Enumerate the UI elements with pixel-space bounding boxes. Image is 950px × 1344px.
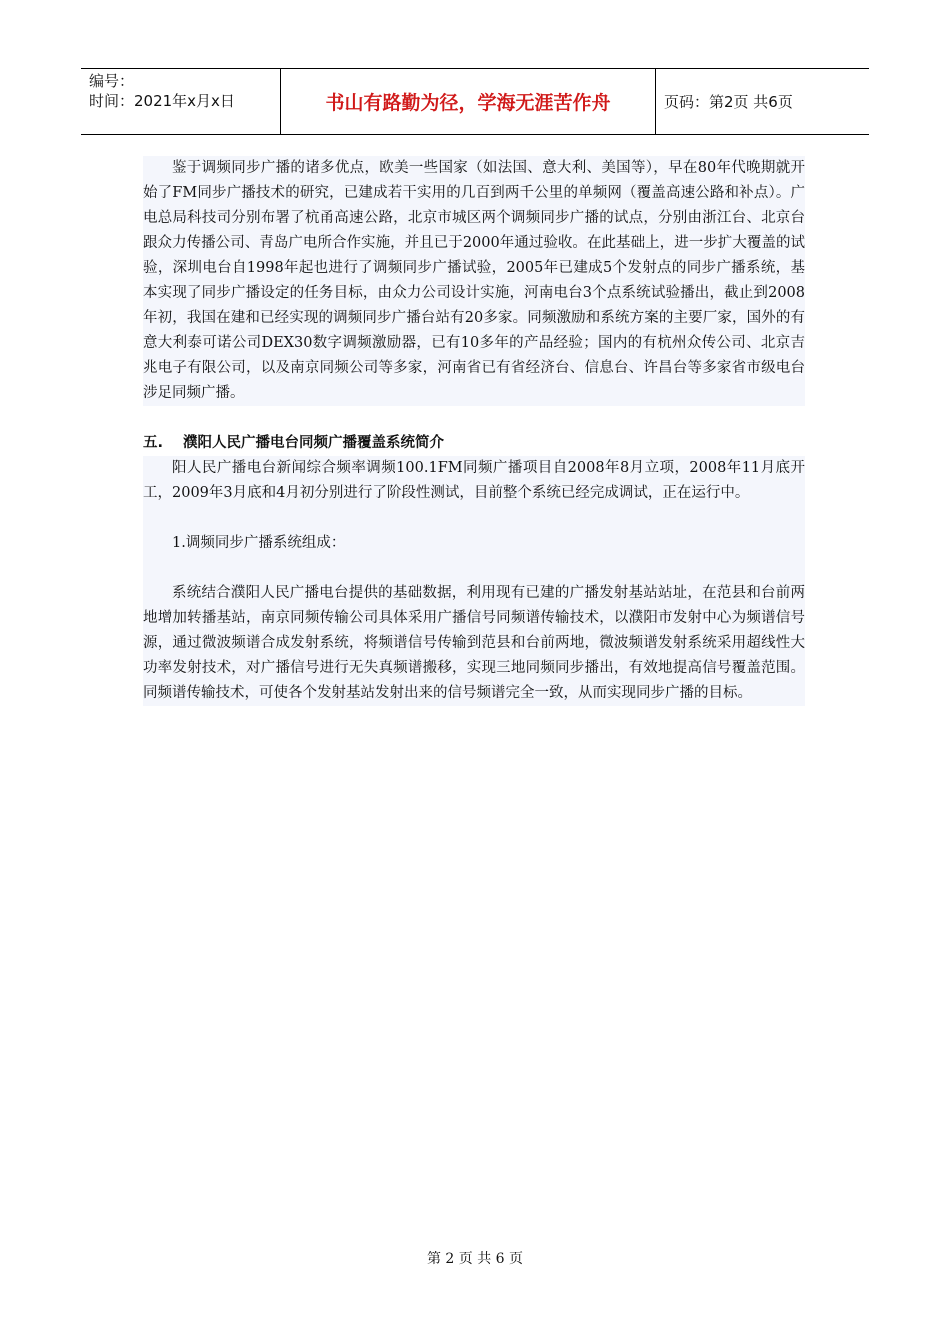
header-meta [81, 69, 281, 134]
paragraph-project: 阳人民广播电台新闻综合频率调频100.1FM同频广播项目自2008年8月立项，2008年11月底开工，2009年3月底和4月初分别进行了阶段性测试，目前整个系统已经完成调试，正在运行中。 [143, 460, 805, 501]
time-label: 时间：2021年x月x日 [89, 92, 235, 110]
subsection-heading: 1.调频同步广播系统组成： [172, 535, 346, 551]
spacer [143, 406, 805, 431]
header-motto: 书山有路勤为径，学海无涯苦作舟 [281, 69, 656, 134]
shaded-content [143, 456, 805, 706]
header-page-label: 页码：第2页 共6页 [664, 93, 793, 111]
section-heading [143, 431, 805, 456]
document-body [143, 156, 805, 706]
section-title: 濮阳人民广播电台同频广播覆盖系统简介 [183, 435, 444, 451]
spacer [143, 556, 805, 581]
page-header [81, 68, 869, 135]
code-label: 编号： [89, 72, 135, 90]
paragraph-system: 系统结合濮阳人民广播电台提供的基础数据，利用现有已建的广播发射基站站址，在范县和台前两地增加转播基站，南京同频传输公司具体采用广播信号同频谱传输技术，以濮阳市发射中心为频谱信号源，通过微波频谱合成发射系统，将频谱信号传输到范县和台前两地，微波频谱发射系统采用超线性大功率发射技术，对广播信号进行无失真频谱搬移，实现三地同频同步播出，有效地提高信号覆盖范围。同频谱传输技术，可使各个发射基站发射出来的信号频谱完全一致，从而实现同步广播的目标。 [143, 585, 805, 701]
section-number: 五. [143, 435, 164, 451]
page-footer: 第 2 页 共 6 页 [426, 1251, 524, 1267]
spacer [143, 506, 805, 531]
paragraph-intro: 鉴于调频同步广播的诸多优点，欧美一些国家（如法国、意大利、美国等），早在80年代晚期就开始了FM同步广播技术的研究，已建成若干实用的几百到两千公里的单频网（覆盖高速公路和补点）。广电总局科技司分别布署了杭甬高速公路，北京市城区两个调频同步广播的试点，分别由浙江台、北京台跟众力传播公司、青岛广电所合作实施，并且已于2000年通过验收。在此基础上，进一步扩大覆盖的试验，深圳电台自1998年起也进行了调频同步广播试验，2005年已建成5个发射点的同步广播系统，基本实现了同步广播设定的任务目标，由众力公司设计实施，河南电台3个点系统试验播出，截止到2008年初，我国在建和已经实现的调频同步广播台站有20多家。同频激励和系统方案的主要厂家，国外的有意大利泰可诺公司DEX30数字调频激励器，已有10多年的产品经验；国内的有杭州众传公司、北京吉兆电子有限公司，以及南京同频公司等多家，河南省已有省经济台、信息台、许昌台等多家省市级电台涉足同频广播。 [143, 156, 805, 406]
